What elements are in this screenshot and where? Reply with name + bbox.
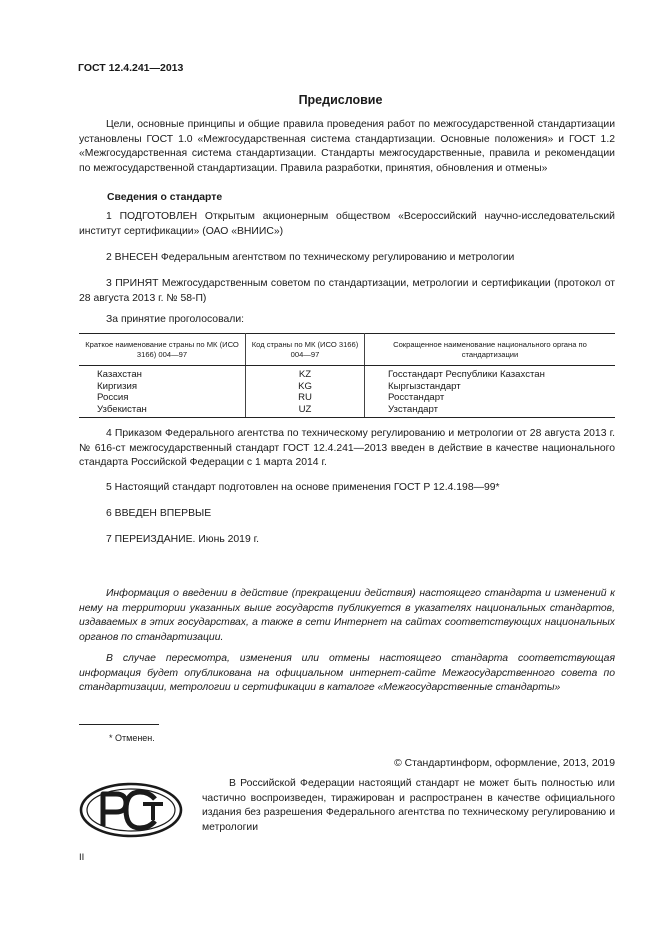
item-1: 1 ПОДГОТОВЛЕН Открытым акционерным обществом «Всероссийский научно-исследовательский институт сертификации» (ОАО «ВНИИС») bbox=[79, 211, 615, 237]
code-cell: UZ bbox=[246, 404, 365, 418]
intro-paragraph: Цели, основные принципы и общие правила проведения работ по межгосударственной стандартизации установлены ГОСТ 1.0 «Межгосударственная система стандартизации. Основные положения» и ГОСТ 1.2 «Межгосударственная система стандартизации. Стандарты межгосударственные, правила и рекомендации по межгосударственной стандартизации. Правила разработки, принятия, обновления и отмены» bbox=[79, 119, 615, 174]
table-row bbox=[79, 404, 615, 418]
item-2: 2 ВНЕСЕН Федеральным агентством по техническому регулированию и метрологии bbox=[106, 252, 515, 263]
document-header: ГОСТ 12.4.241—2013 bbox=[78, 62, 184, 74]
table-row bbox=[79, 392, 615, 404]
body-cell: Росстандарт bbox=[388, 392, 445, 404]
country-cell: Россия bbox=[79, 392, 246, 404]
voting-table bbox=[79, 333, 615, 418]
copyright: © Стандартинформ, оформление, 2013, 2019 bbox=[394, 758, 615, 769]
country-cell: Узбекистан bbox=[79, 404, 246, 418]
voted-label: За принятие проголосовали: bbox=[106, 314, 245, 325]
info-paragraph-2: В случае пересмотра, изменения или отмены настоящего стандарта соответствующая информация будет опубликована на официальном интернет-сайте Межгосударственного совета по стандартизации, метрологии и сертификации в каталоге «Межгосударственные стандарты» bbox=[79, 653, 615, 694]
item-3: 3 ПРИНЯТ Межгосударственным советом по стандартизации, метрологии и сертификации (протокол от 28 августа 2013 г. № 58-П) bbox=[79, 278, 615, 304]
rights-notice: В Российской Федерации настоящий стандарт не может быть полностью или частично воспроизведен, тиражирован и распространен в качестве официального издания без разрешения Федерального агентства по техническому регулированию и метрологии bbox=[202, 778, 615, 833]
country-cell: Казахстан bbox=[79, 366, 246, 381]
item-5: 5 Настоящий стандарт подготовлен на основе применения ГОСТ Р 12.4.198—99* bbox=[106, 482, 500, 493]
page-number: II bbox=[79, 852, 85, 863]
code-cell: KZ bbox=[246, 366, 365, 381]
column-header-code: Код страны по МК (ИСО 3166) 004—97 bbox=[246, 334, 365, 366]
code-cell: RU bbox=[246, 392, 365, 404]
info-paragraph-1: Информация о введении в действие (прекращении действия) настоящего стандарта и изменений к нему на территории указанных выше государств публикуется в указателях национальных стандартов, издаваемых в этих государствах, а также в сети Интернет на сайтах соответствующих национальных органов по стандартизации. bbox=[79, 588, 615, 643]
country-cell: Киргизия bbox=[79, 381, 246, 393]
code-cell: KG bbox=[246, 381, 365, 393]
footnote-divider bbox=[79, 724, 159, 725]
item-4: 4 Приказом Федерального агентства по техническому регулированию и метрологии от 28 августа 2013 г. № 616-ст межгосударственный стандарт ГОСТ 12.4.241—2013 введен в действие в качестве национального стандарта Российской Федерации с 1 марта 2014 г. bbox=[79, 428, 615, 469]
body-cell: Госстандарт Республики Казахстан bbox=[388, 369, 545, 380]
rst-certification-mark-icon bbox=[79, 782, 183, 838]
item-7: 7 ПЕРЕИЗДАНИЕ. Июнь 2019 г. bbox=[106, 534, 260, 545]
table-row bbox=[79, 366, 615, 381]
column-header-body: Сокращенное наименование национального органа по стандартизации bbox=[365, 334, 616, 366]
table-header-row bbox=[79, 334, 615, 366]
body-cell: Кыргызстандарт bbox=[388, 380, 461, 392]
body-cell: Узстандарт bbox=[365, 404, 616, 418]
item-6: 6 ВВЕДЕН ВПЕРВЫЕ bbox=[106, 508, 212, 519]
footnote: * Отменен. bbox=[109, 733, 155, 743]
subheading: Сведения о стандарте bbox=[107, 192, 223, 203]
column-header-country: Краткое наименование страны по МК (ИСО 3166) 004—97 bbox=[79, 334, 246, 366]
table-row bbox=[79, 381, 615, 393]
page-title: Предисловие bbox=[298, 93, 383, 107]
